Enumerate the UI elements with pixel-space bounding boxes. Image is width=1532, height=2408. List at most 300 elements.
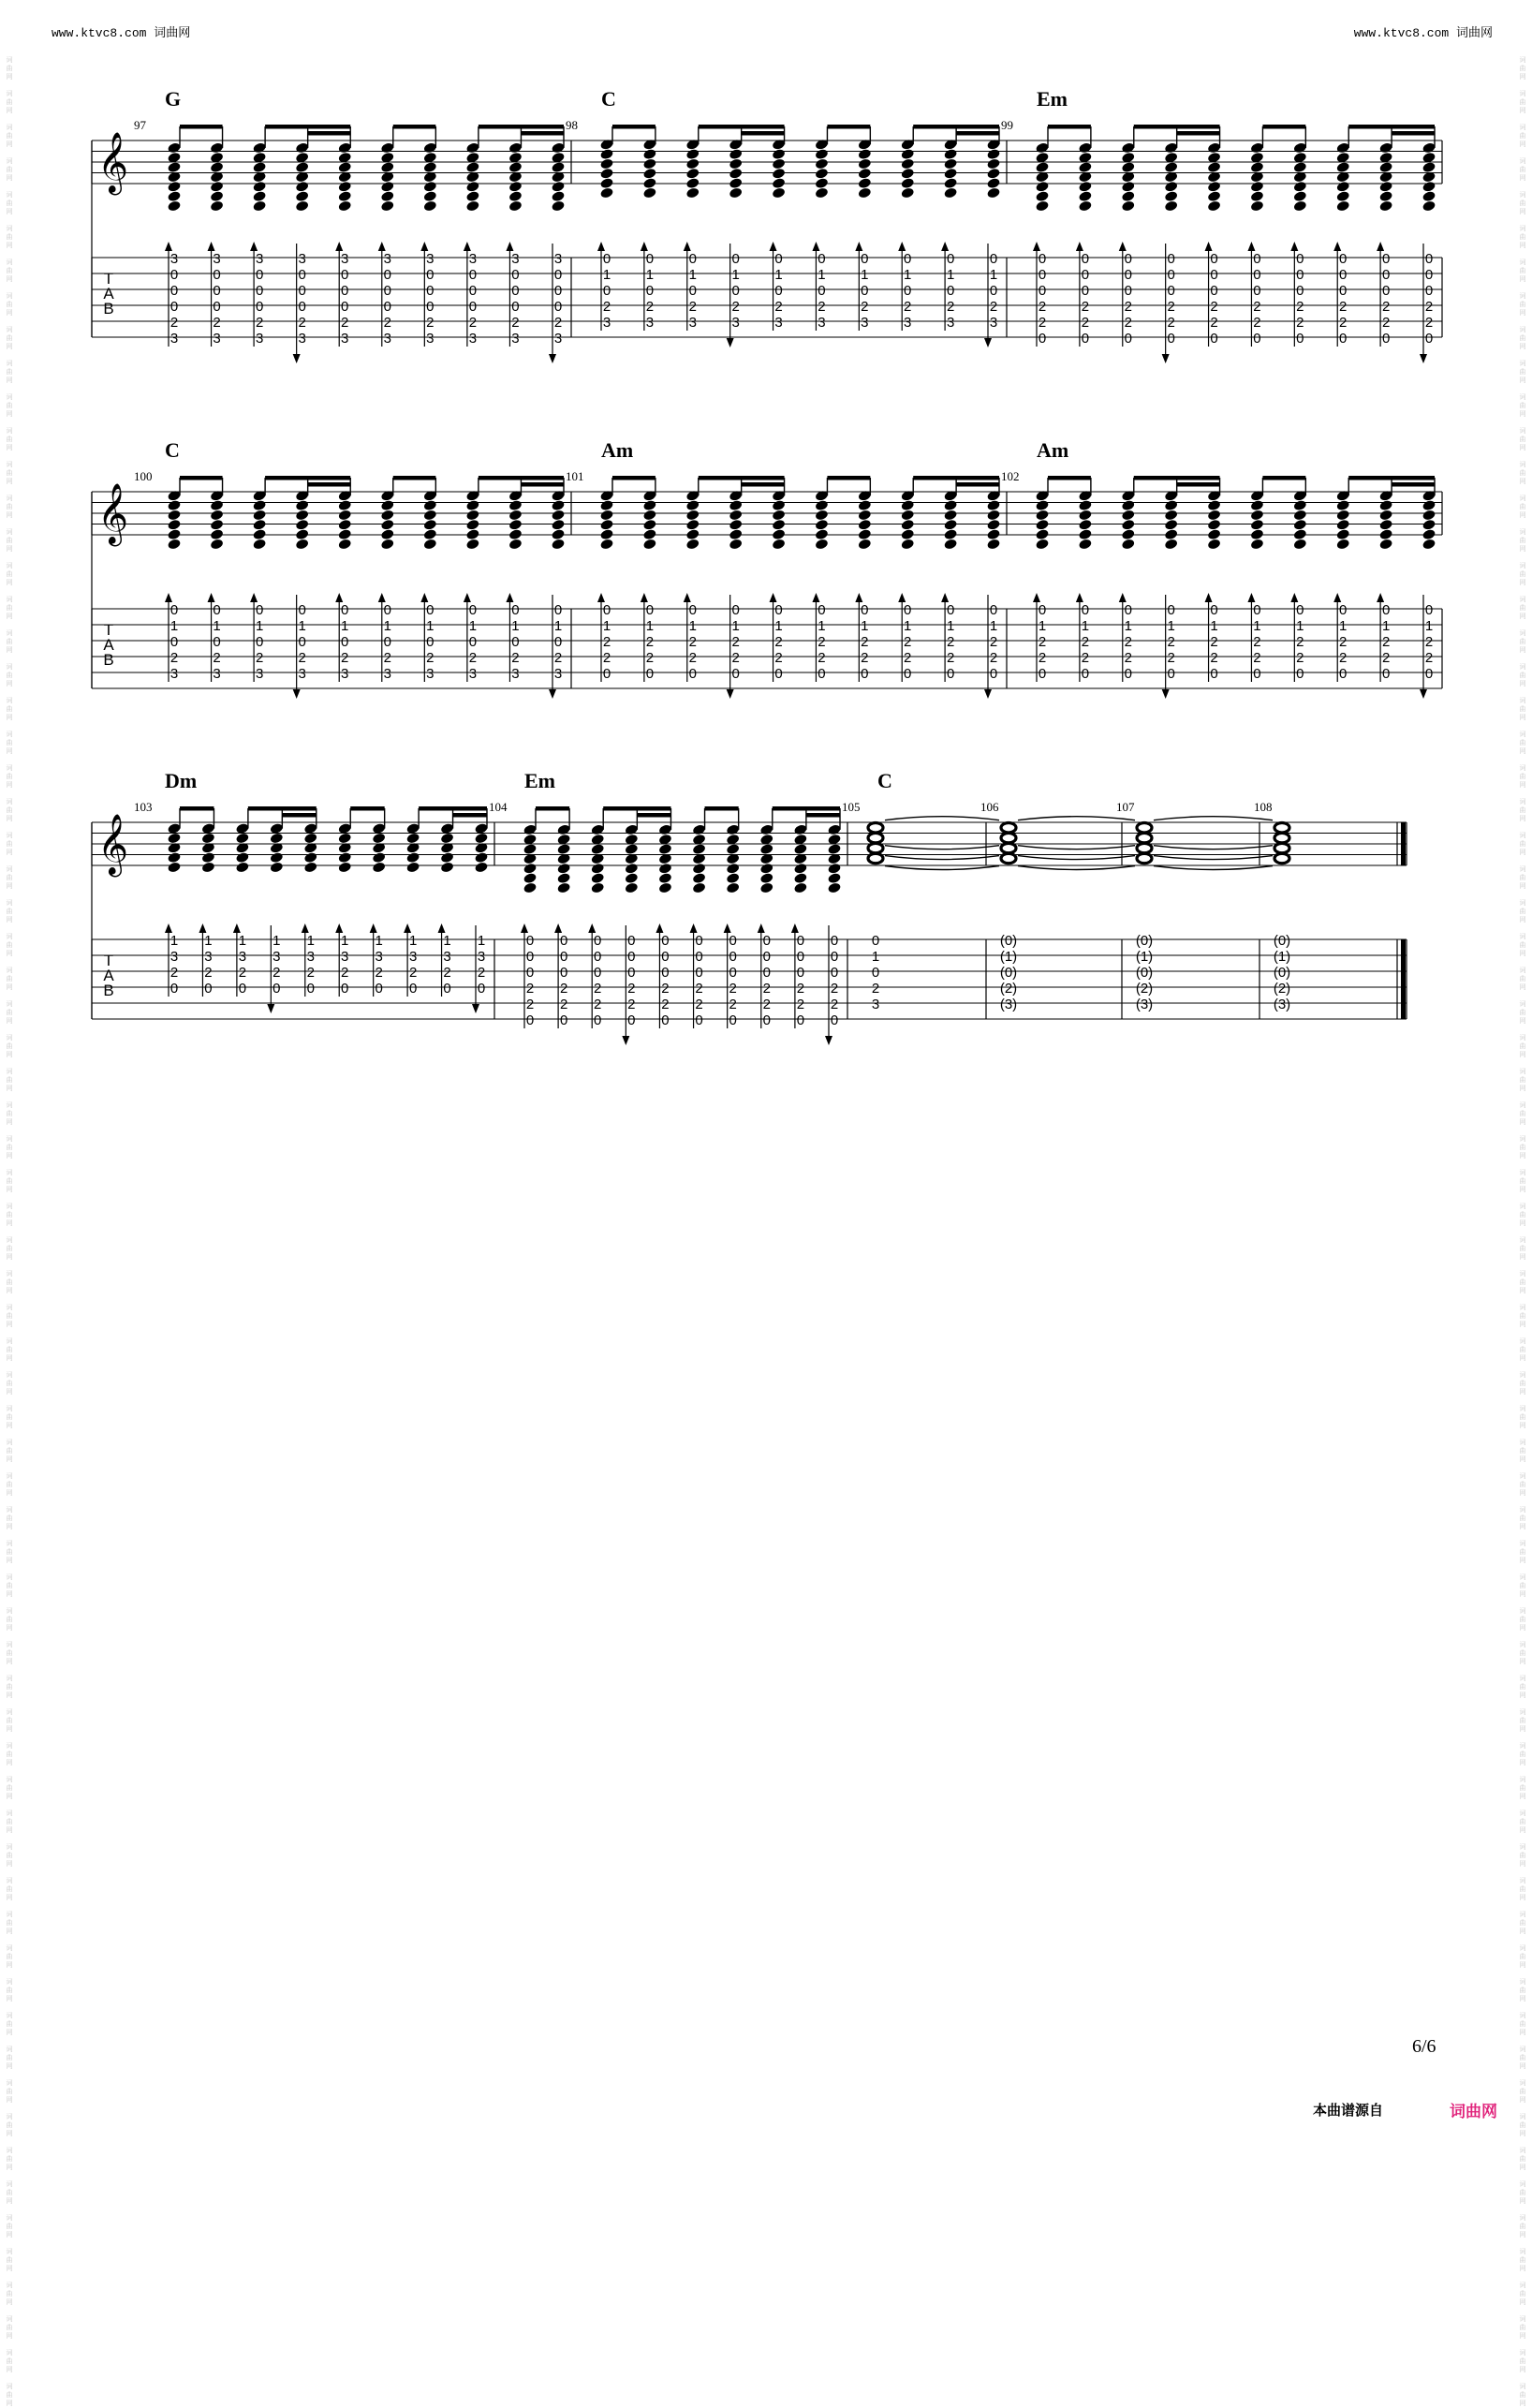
tab-fret: 0 [511,267,520,283]
strum-up-arrow-icon [464,593,471,602]
notehead [338,851,352,864]
tab-fret: 0 [627,949,636,965]
notehead [210,199,224,212]
tab-fret: 2 [1339,650,1348,666]
notehead [423,528,437,540]
tab-fret: 0 [818,666,826,682]
notehead [405,851,420,864]
tab-clef-letter: T [103,621,114,639]
strum-down-arrow-icon [984,338,992,347]
notehead [167,528,181,540]
beam [308,482,351,487]
notehead [1164,181,1178,193]
strum-up-arrow-icon [1377,593,1384,602]
notehead [759,863,773,875]
tab-fret: 0 [553,602,563,618]
notehead [599,148,613,160]
tab-fret: 0 [306,981,315,997]
tab-fret: 2 [904,634,912,650]
tab-fret: 0 [525,933,535,949]
tab-fret: 2 [989,634,998,650]
beam [1392,482,1435,487]
tab-fret: 3 [341,949,349,965]
notehead [1250,519,1264,531]
tab-fret: 2 [762,981,771,997]
strum-up-arrow-icon [165,923,172,933]
tab-fret: 2 [553,650,563,666]
tab-fret: 1 [511,618,520,634]
notehead [1422,538,1436,550]
beam [282,813,316,818]
treble-clef-icon: 𝄞 [97,483,129,544]
tab-fret: 0 [661,933,670,949]
tab-fret: 2 [729,997,737,1012]
notehead [726,843,740,855]
tab-fret: 0 [830,965,839,981]
beam [742,482,785,487]
tab-fret: 2 [1210,299,1218,315]
notehead [1336,528,1350,540]
tab-fret: 3 [204,949,213,965]
notehead [1422,509,1436,521]
notehead [551,499,565,511]
strum-up-arrow-icon [597,593,605,602]
tab-fret: 3 [688,315,697,331]
tab-fret: 0 [602,251,611,267]
strum-up-arrow-icon [684,593,691,602]
notehead [167,832,181,844]
strum-up-arrow-icon [1333,242,1341,251]
notehead [772,509,786,521]
beam [308,131,351,136]
whole-notehead [1274,853,1289,863]
tab-fret: 0 [1296,331,1304,347]
notehead [423,161,437,173]
tab-fret: 0 [861,251,869,267]
notehead [772,528,786,540]
tab-fret: (3) [999,997,1018,1012]
tab-fret: 0 [204,981,213,997]
notehead [551,528,565,540]
tab-clef-letter: A [103,967,114,984]
tab-fret: 0 [594,949,602,965]
tab-fret: 0 [559,949,568,965]
tab-fret: 0 [1038,283,1047,299]
tab-fret: 2 [946,650,955,666]
notehead [729,528,743,540]
tab-fret: 0 [1081,602,1090,618]
tab-fret: 2 [1381,315,1391,331]
notehead [943,177,957,189]
notehead [658,863,672,875]
strum-up-arrow-icon [641,593,648,602]
notehead [986,148,1000,160]
notehead [759,872,773,884]
notehead [858,528,872,540]
tab-fret: 3 [645,315,655,331]
tab-fret: 2 [1038,650,1047,666]
treble-clef-icon: 𝄞 [97,814,129,875]
strum-up-arrow-icon [378,593,386,602]
beam [265,125,350,129]
tab-fret: (0) [1273,965,1291,981]
tab-fret: 0 [169,267,179,283]
notehead [423,509,437,521]
strum-up-arrow-icon [420,242,428,251]
tab-clef-letter: B [103,982,114,999]
notehead [201,851,215,864]
tab-fret: 2 [731,634,740,650]
tab-fret: 0 [213,299,221,315]
tab-fret: 1 [645,267,655,283]
strum-up-arrow-icon [378,242,386,251]
tab-fret: 0 [1210,251,1218,267]
tab-fret: 3 [341,666,349,682]
tab-fret: 2 [594,981,602,997]
tab-fret: 0 [341,634,349,650]
strum-up-arrow-icon [641,242,648,251]
notehead [380,181,394,193]
tab-fret: 0 [904,602,912,618]
whole-notehead [868,833,883,842]
tab-fret: 0 [213,267,221,283]
tab-fret: 0 [298,634,306,650]
notehead [827,881,841,894]
whole-notehead [1137,833,1152,842]
strum-up-arrow-icon [335,923,343,933]
strum-down-arrow-icon [1420,689,1427,699]
strum-up-arrow-icon [521,923,528,933]
tab-fret: 2 [774,650,783,666]
notehead [986,177,1000,189]
notehead [210,509,224,521]
notehead [1078,509,1092,521]
tab-fret: 2 [1424,299,1434,315]
tab-fret: 2 [273,965,281,981]
tab-fret: 0 [1253,267,1261,283]
tab-fret: 0 [871,965,880,981]
beam [827,476,870,480]
tab-fret: 0 [796,949,805,965]
tab-clef-letter: A [103,285,114,303]
tie [885,856,999,860]
notehead [729,186,743,199]
notehead [986,157,1000,170]
tab-fret: 0 [645,251,655,267]
strum-down-arrow-icon [293,689,301,699]
strum-down-arrow-icon [727,338,734,347]
strum-up-arrow-icon [1377,242,1384,251]
whole-notehead [1001,853,1016,863]
tab-fret: 0 [1424,267,1434,283]
notehead [986,538,1000,550]
tab-fret: 2 [559,997,568,1012]
tab-fret: 2 [688,650,697,666]
notehead [1035,499,1049,511]
notehead [295,509,309,521]
notehead [1207,161,1221,173]
beam [393,476,436,480]
notehead [295,199,309,212]
tab-fret: 0 [762,933,771,949]
tab-fret: 3 [731,315,740,331]
notehead [658,843,672,855]
tab-fret: 0 [904,666,912,682]
tab-fret: 0 [1296,602,1304,618]
tab-fret: 0 [1167,283,1175,299]
tab-fret: 0 [818,602,826,618]
tab-fret: (2) [1135,981,1154,997]
tab-fret: 2 [341,315,349,331]
tab-fret: 0 [255,634,264,650]
notehead [210,499,224,511]
notehead [167,190,181,202]
tab-fret: 0 [468,602,478,618]
tab-fret: 0 [1339,602,1348,618]
tab-fret: 3 [426,331,435,347]
notehead [1035,181,1049,193]
strum-up-arrow-icon [1247,593,1255,602]
strum-up-arrow-icon [588,923,596,933]
tab-fret: 2 [426,315,435,331]
tab-fret: 3 [375,949,383,965]
tab-fret: 2 [383,650,391,666]
tab-fret: 0 [169,634,179,650]
notehead [295,499,309,511]
notehead [1078,499,1092,511]
notehead [1078,181,1092,193]
notehead [901,168,915,180]
chord-symbol: G [165,87,182,111]
notehead [685,528,700,540]
notehead [1336,181,1350,193]
tab-fret: 2 [1124,299,1132,315]
strum-up-arrow-icon [1119,593,1127,602]
footer-site-name[interactable]: 词曲网 [1450,2103,1497,2121]
tab-fret: 3 [511,331,520,347]
notehead [815,509,829,521]
tab-fret: 0 [468,283,478,299]
tab-fret: 1 [298,618,306,634]
strum-up-arrow-icon [165,593,172,602]
tab-fret: 2 [830,981,839,997]
notehead [729,157,743,170]
tab-fret: 2 [213,315,221,331]
notehead [729,148,743,160]
tab-fret: 0 [1210,602,1218,618]
beam [180,476,223,480]
strum-up-arrow-icon [941,593,949,602]
tab-fret: 2 [375,965,383,981]
notehead [465,199,479,212]
notehead [252,190,266,202]
tab-fret: 1 [904,267,912,283]
tab-clef-letter: B [103,300,114,318]
tab-fret: 0 [553,299,563,315]
strum-up-arrow-icon [770,242,777,251]
tab-fret: 3 [861,315,869,331]
tab-fret: 0 [796,1012,805,1028]
tab-fret: 0 [1038,331,1047,347]
header-site-right: www.ktvc8.com 词曲网 [1353,26,1493,40]
tab-fret: 1 [688,267,697,283]
notehead [1121,190,1135,202]
strum-up-arrow-icon [791,923,799,933]
tab-fret: 2 [731,299,740,315]
tab-fret: 1 [861,618,869,634]
tab-fret: 1 [204,933,213,949]
tab-fret: 3 [255,251,264,267]
tab-fret: 1 [1424,618,1434,634]
whole-notehead [868,843,883,852]
notehead [642,148,656,160]
notehead [1035,509,1049,521]
tab-fret: 0 [1167,602,1175,618]
notehead [685,157,700,170]
notehead [465,499,479,511]
notehead [685,148,700,160]
tab-fret: 0 [1339,251,1348,267]
staff-system [0,464,1532,745]
notehead [901,528,915,540]
tab-fret: 2 [774,634,783,650]
beam [1134,125,1220,129]
tab-fret: 0 [796,933,805,949]
notehead [685,538,700,550]
notehead [642,168,656,180]
tab-fret: 0 [1424,666,1434,682]
tab-fret: 0 [861,602,869,618]
measure-number: 107 [1116,800,1135,814]
tab-fret: 1 [1038,618,1047,634]
tab-fret: 2 [1253,299,1261,315]
notehead [465,538,479,550]
tab-fret: 0 [559,965,568,981]
tab-fret: 2 [477,965,486,981]
tab-fret: 3 [298,331,306,347]
tab-fret: 0 [255,602,264,618]
notehead [1121,538,1135,550]
beam [453,813,487,818]
tab-fret: 2 [298,650,306,666]
notehead [1121,161,1135,173]
notehead [827,843,841,855]
notehead [210,528,224,540]
tab-fret: 1 [1381,618,1391,634]
notehead [625,881,639,894]
tab-fret: 0 [989,602,998,618]
notehead [295,519,309,531]
tab-fret: (2) [999,981,1018,997]
notehead [551,190,565,202]
notehead [827,863,841,875]
notehead [772,519,786,531]
notehead [625,863,639,875]
notehead [591,881,605,894]
tab-fret: 0 [1038,666,1047,682]
notehead [167,509,181,521]
beam [1348,125,1435,129]
beam [699,476,785,480]
notehead [815,168,829,180]
tab-fret: 1 [468,618,478,634]
notehead [1078,190,1092,202]
tab-fret: 0 [169,283,179,299]
notehead [729,538,743,550]
tab-fret: 2 [1339,634,1348,650]
tab-fret: 3 [255,666,264,682]
tab-fret: 0 [468,267,478,283]
tab-fret: 2 [525,997,535,1012]
tab-fret: 0 [511,602,520,618]
tab-fret: 1 [645,618,655,634]
beam [521,131,564,136]
notehead [1422,528,1436,540]
measure-number: 99 [1001,118,1013,132]
notehead [692,863,706,875]
tab-fret: 2 [443,965,451,981]
tab-fret: 0 [383,299,391,315]
notehead [858,499,872,511]
tab-fret: 0 [861,666,869,682]
tab-clef-letter: A [103,636,114,654]
beam [956,131,999,136]
notehead [815,177,829,189]
notehead [523,881,537,894]
notehead [440,861,454,873]
notehead [210,181,224,193]
notehead [1336,190,1350,202]
tab-fret: 2 [1210,650,1218,666]
tab-fret: 1 [213,618,221,634]
notehead [599,528,613,540]
tab-fret: 2 [1381,634,1391,650]
notehead [167,161,181,173]
notehead [252,161,266,173]
tab-fret: 1 [602,618,611,634]
tab-fret: 0 [946,283,955,299]
notehead [1336,519,1350,531]
tab-fret: 0 [731,251,740,267]
notehead [625,843,639,855]
tab-fret: 2 [1381,299,1391,315]
notehead [270,861,284,873]
notehead [338,190,352,202]
notehead [523,843,537,855]
tab-fret: 0 [559,1012,568,1028]
notehead [1078,161,1092,173]
tab-fret: 3 [169,251,179,267]
beam [806,813,840,818]
notehead [338,528,352,540]
strum-up-arrow-icon [1205,593,1213,602]
tab-fret: 2 [306,965,315,981]
notehead [465,509,479,521]
chord-symbol: Em [1037,87,1068,111]
staff-system [0,112,1532,393]
chord-symbol: Dm [165,769,198,792]
notehead [1035,538,1049,550]
notehead [1250,509,1264,521]
notehead [793,843,807,855]
notehead [372,851,386,864]
tie [885,846,999,849]
tab-fret: 1 [443,933,451,949]
notehead [858,157,872,170]
tab-fret: 2 [169,965,179,981]
beam [536,806,569,811]
tab-fret: 1 [408,933,418,949]
